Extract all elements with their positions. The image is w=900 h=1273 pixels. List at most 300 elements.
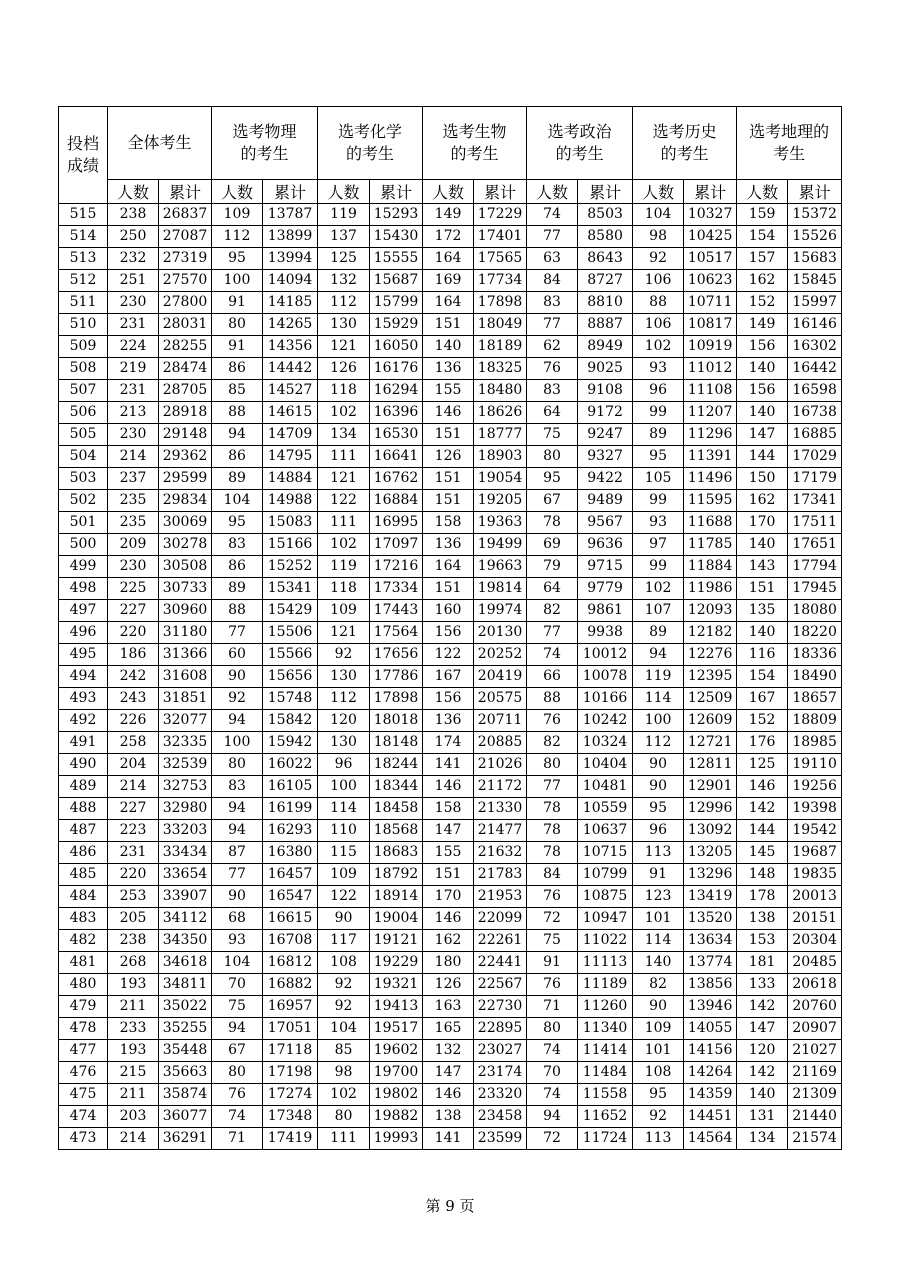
cumulative-cell: 13856 bbox=[684, 974, 737, 996]
cumulative-cell: 32077 bbox=[159, 710, 212, 732]
count-cell: 106 bbox=[633, 270, 684, 292]
count-cell: 154 bbox=[737, 666, 788, 688]
cumulative-cell: 19993 bbox=[370, 1128, 423, 1150]
cumulative-cell: 31608 bbox=[159, 666, 212, 688]
cumulative-cell: 30960 bbox=[159, 600, 212, 622]
cumulative-cell: 19363 bbox=[474, 512, 527, 534]
score-cell: 491 bbox=[59, 732, 108, 754]
cumulative-cell: 14185 bbox=[263, 292, 318, 314]
score-cell: 482 bbox=[59, 930, 108, 952]
table-row bbox=[59, 248, 842, 270]
cumulative-cell: 13946 bbox=[684, 996, 737, 1018]
cumulative-cell: 14564 bbox=[684, 1128, 737, 1150]
table-row bbox=[59, 380, 842, 402]
table-row bbox=[59, 1040, 842, 1062]
count-cell: 148 bbox=[737, 864, 788, 886]
cumulative-cell: 12509 bbox=[684, 688, 737, 710]
count-cell: 88 bbox=[212, 402, 263, 424]
cumulative-cell: 11595 bbox=[684, 490, 737, 512]
count-cell: 100 bbox=[633, 710, 684, 732]
cumulative-cell: 9025 bbox=[578, 358, 633, 380]
cumulative-cell: 16641 bbox=[370, 446, 423, 468]
count-cell: 130 bbox=[318, 666, 370, 688]
cumulative-cell: 8643 bbox=[578, 248, 633, 270]
cumulative-cell: 27087 bbox=[159, 226, 212, 248]
cumulative-cell: 13994 bbox=[263, 248, 318, 270]
table-row bbox=[59, 798, 842, 820]
score-cell: 494 bbox=[59, 666, 108, 688]
count-cell: 156 bbox=[423, 688, 474, 710]
cumulative-header: 累计 bbox=[263, 180, 318, 204]
count-cell: 104 bbox=[212, 952, 263, 974]
count-cell: 76 bbox=[527, 358, 578, 380]
count-cell: 90 bbox=[318, 908, 370, 930]
count-cell: 64 bbox=[527, 578, 578, 600]
cumulative-cell: 8503 bbox=[578, 204, 633, 226]
count-cell: 150 bbox=[737, 468, 788, 490]
cumulative-cell: 17564 bbox=[370, 622, 423, 644]
count-cell: 156 bbox=[737, 336, 788, 358]
cumulative-cell: 13520 bbox=[684, 908, 737, 930]
cumulative-cell: 35255 bbox=[159, 1018, 212, 1040]
cumulative-cell: 17097 bbox=[370, 534, 423, 556]
count-cell: 101 bbox=[633, 908, 684, 930]
count-cell: 162 bbox=[737, 490, 788, 512]
table-row bbox=[59, 556, 842, 578]
count-cell: 119 bbox=[318, 204, 370, 226]
cumulative-cell: 21172 bbox=[474, 776, 527, 798]
table-row bbox=[59, 336, 842, 358]
cumulative-cell: 15656 bbox=[263, 666, 318, 688]
count-cell: 84 bbox=[527, 864, 578, 886]
count-cell: 152 bbox=[737, 710, 788, 732]
count-cell: 180 bbox=[423, 952, 474, 974]
table-row bbox=[59, 710, 842, 732]
cumulative-cell: 11260 bbox=[578, 996, 633, 1018]
count-cell: 90 bbox=[633, 776, 684, 798]
table-row bbox=[59, 820, 842, 842]
count-cell: 67 bbox=[212, 1040, 263, 1062]
cumulative-cell: 15942 bbox=[263, 732, 318, 754]
count-cell: 108 bbox=[633, 1062, 684, 1084]
cumulative-cell: 22441 bbox=[474, 952, 527, 974]
count-cell: 70 bbox=[212, 974, 263, 996]
count-cell: 146 bbox=[423, 1084, 474, 1106]
cumulative-cell: 15555 bbox=[370, 248, 423, 270]
cumulative-cell: 14884 bbox=[263, 468, 318, 490]
cumulative-cell: 19974 bbox=[474, 600, 527, 622]
count-cell: 102 bbox=[633, 578, 684, 600]
cumulative-cell: 12395 bbox=[684, 666, 737, 688]
cumulative-cell: 8580 bbox=[578, 226, 633, 248]
count-cell: 107 bbox=[633, 600, 684, 622]
cumulative-cell: 19321 bbox=[370, 974, 423, 996]
count-cell: 153 bbox=[737, 930, 788, 952]
count-cell: 147 bbox=[423, 820, 474, 842]
count-cell: 130 bbox=[318, 314, 370, 336]
cumulative-cell: 16547 bbox=[263, 886, 318, 908]
cumulative-cell: 21027 bbox=[788, 1040, 842, 1062]
count-cell: 83 bbox=[527, 292, 578, 314]
count-cell: 146 bbox=[423, 908, 474, 930]
count-header: 人数 bbox=[108, 180, 159, 204]
cumulative-cell: 13205 bbox=[684, 842, 737, 864]
count-header: 人数 bbox=[212, 180, 263, 204]
count-cell: 141 bbox=[423, 1128, 474, 1150]
cumulative-cell: 18683 bbox=[370, 842, 423, 864]
cumulative-cell: 16884 bbox=[370, 490, 423, 512]
score-cell: 480 bbox=[59, 974, 108, 996]
count-cell: 172 bbox=[423, 226, 474, 248]
cumulative-cell: 22895 bbox=[474, 1018, 527, 1040]
count-cell: 136 bbox=[423, 710, 474, 732]
score-cell: 508 bbox=[59, 358, 108, 380]
count-cell: 152 bbox=[737, 292, 788, 314]
cumulative-cell: 9108 bbox=[578, 380, 633, 402]
cumulative-cell: 30508 bbox=[159, 556, 212, 578]
count-cell: 78 bbox=[527, 798, 578, 820]
table-row bbox=[59, 842, 842, 864]
count-cell: 151 bbox=[423, 490, 474, 512]
count-cell: 146 bbox=[423, 402, 474, 424]
score-cell: 489 bbox=[59, 776, 108, 798]
score-cell: 515 bbox=[59, 204, 108, 226]
table-row bbox=[59, 974, 842, 996]
count-cell: 226 bbox=[108, 710, 159, 732]
header-group-row bbox=[59, 107, 842, 180]
count-cell: 159 bbox=[737, 204, 788, 226]
cumulative-cell: 10517 bbox=[684, 248, 737, 270]
table-row bbox=[59, 952, 842, 974]
cumulative-cell: 13419 bbox=[684, 886, 737, 908]
cumulative-cell: 15372 bbox=[788, 204, 842, 226]
score-cell: 499 bbox=[59, 556, 108, 578]
cumulative-cell: 19413 bbox=[370, 996, 423, 1018]
count-cell: 149 bbox=[423, 204, 474, 226]
count-cell: 142 bbox=[737, 996, 788, 1018]
score-cell: 506 bbox=[59, 402, 108, 424]
count-cell: 96 bbox=[633, 820, 684, 842]
count-cell: 214 bbox=[108, 776, 159, 798]
count-cell: 121 bbox=[318, 468, 370, 490]
count-cell: 220 bbox=[108, 864, 159, 886]
table-row bbox=[59, 864, 842, 886]
cumulative-cell: 28255 bbox=[159, 336, 212, 358]
score-cell: 512 bbox=[59, 270, 108, 292]
cumulative-cell: 9636 bbox=[578, 534, 633, 556]
count-cell: 120 bbox=[737, 1040, 788, 1062]
cumulative-cell: 29599 bbox=[159, 468, 212, 490]
count-cell: 72 bbox=[527, 1128, 578, 1150]
cumulative-cell: 15430 bbox=[370, 226, 423, 248]
count-cell: 112 bbox=[318, 292, 370, 314]
count-cell: 91 bbox=[527, 952, 578, 974]
header-sub-row bbox=[59, 180, 842, 204]
cumulative-cell: 28031 bbox=[159, 314, 212, 336]
count-cell: 140 bbox=[737, 1084, 788, 1106]
cumulative-cell: 13899 bbox=[263, 226, 318, 248]
count-cell: 83 bbox=[212, 776, 263, 798]
score-cell: 486 bbox=[59, 842, 108, 864]
count-cell: 76 bbox=[212, 1084, 263, 1106]
cumulative-cell: 21953 bbox=[474, 886, 527, 908]
cumulative-cell: 21026 bbox=[474, 754, 527, 776]
count-cell: 78 bbox=[527, 842, 578, 864]
cumulative-cell: 16380 bbox=[263, 842, 318, 864]
count-cell: 98 bbox=[633, 226, 684, 248]
count-cell: 72 bbox=[527, 908, 578, 930]
cumulative-cell: 13787 bbox=[263, 204, 318, 226]
cumulative-cell: 16882 bbox=[263, 974, 318, 996]
count-cell: 130 bbox=[318, 732, 370, 754]
count-cell: 109 bbox=[318, 864, 370, 886]
table-row bbox=[59, 226, 842, 248]
cumulative-cell: 12276 bbox=[684, 644, 737, 666]
cumulative-cell: 11484 bbox=[578, 1062, 633, 1084]
count-cell: 112 bbox=[633, 732, 684, 754]
score-cell: 511 bbox=[59, 292, 108, 314]
cumulative-cell: 16812 bbox=[263, 952, 318, 974]
cumulative-cell: 11391 bbox=[684, 446, 737, 468]
score-cell: 493 bbox=[59, 688, 108, 710]
table-row bbox=[59, 534, 842, 556]
cumulative-cell: 21783 bbox=[474, 864, 527, 886]
cumulative-cell: 19121 bbox=[370, 930, 423, 952]
cumulative-cell: 14359 bbox=[684, 1084, 737, 1106]
count-cell: 115 bbox=[318, 842, 370, 864]
cumulative-cell: 11652 bbox=[578, 1106, 633, 1128]
count-cell: 119 bbox=[318, 556, 370, 578]
count-cell: 250 bbox=[108, 226, 159, 248]
table-row bbox=[59, 204, 842, 226]
count-cell: 233 bbox=[108, 1018, 159, 1040]
count-cell: 77 bbox=[527, 776, 578, 798]
score-cell: 500 bbox=[59, 534, 108, 556]
count-cell: 91 bbox=[212, 336, 263, 358]
cumulative-cell: 19110 bbox=[788, 754, 842, 776]
cumulative-cell: 9247 bbox=[578, 424, 633, 446]
cumulative-cell: 10327 bbox=[684, 204, 737, 226]
score-cell: 475 bbox=[59, 1084, 108, 1106]
cumulative-cell: 19835 bbox=[788, 864, 842, 886]
count-cell: 94 bbox=[212, 820, 263, 842]
cumulative-cell: 18244 bbox=[370, 754, 423, 776]
count-cell: 74 bbox=[527, 1040, 578, 1062]
count-cell: 126 bbox=[423, 446, 474, 468]
table-row bbox=[59, 930, 842, 952]
cumulative-cell: 18490 bbox=[788, 666, 842, 688]
score-cell: 509 bbox=[59, 336, 108, 358]
count-cell: 64 bbox=[527, 402, 578, 424]
cumulative-cell: 16442 bbox=[788, 358, 842, 380]
cumulative-cell: 15683 bbox=[788, 248, 842, 270]
count-cell: 231 bbox=[108, 842, 159, 864]
score-header-label: 投档 成绩 bbox=[66, 134, 99, 175]
cumulative-cell: 8949 bbox=[578, 336, 633, 358]
cumulative-cell: 31851 bbox=[159, 688, 212, 710]
count-cell: 94 bbox=[212, 710, 263, 732]
cumulative-cell: 33907 bbox=[159, 886, 212, 908]
count-cell: 122 bbox=[318, 490, 370, 512]
count-cell: 70 bbox=[527, 1062, 578, 1084]
count-cell: 85 bbox=[318, 1040, 370, 1062]
cumulative-cell: 15566 bbox=[263, 644, 318, 666]
cumulative-cell: 19802 bbox=[370, 1084, 423, 1106]
count-cell: 100 bbox=[212, 732, 263, 754]
count-cell: 100 bbox=[318, 776, 370, 798]
count-cell: 122 bbox=[318, 886, 370, 908]
count-cell: 60 bbox=[212, 644, 263, 666]
cumulative-cell: 17348 bbox=[263, 1106, 318, 1128]
cumulative-cell: 31180 bbox=[159, 622, 212, 644]
count-cell: 167 bbox=[737, 688, 788, 710]
cumulative-cell: 14264 bbox=[684, 1062, 737, 1084]
count-cell: 170 bbox=[737, 512, 788, 534]
count-cell: 102 bbox=[318, 402, 370, 424]
count-cell: 132 bbox=[423, 1040, 474, 1062]
table-row bbox=[59, 292, 842, 314]
count-cell: 151 bbox=[423, 314, 474, 336]
count-cell: 235 bbox=[108, 512, 159, 534]
cumulative-cell: 10481 bbox=[578, 776, 633, 798]
count-cell: 101 bbox=[633, 1040, 684, 1062]
cumulative-cell: 19882 bbox=[370, 1106, 423, 1128]
cumulative-cell: 32980 bbox=[159, 798, 212, 820]
table-row bbox=[59, 666, 842, 688]
count-cell: 92 bbox=[633, 248, 684, 270]
cumulative-header: 累计 bbox=[370, 180, 423, 204]
count-cell: 88 bbox=[212, 600, 263, 622]
cumulative-cell: 19229 bbox=[370, 952, 423, 974]
count-cell: 89 bbox=[212, 468, 263, 490]
count-cell: 80 bbox=[212, 1062, 263, 1084]
count-header: 人数 bbox=[737, 180, 788, 204]
table-row bbox=[59, 1062, 842, 1084]
count-cell: 77 bbox=[527, 226, 578, 248]
table-row bbox=[59, 446, 842, 468]
cumulative-cell: 19814 bbox=[474, 578, 527, 600]
cumulative-cell: 35448 bbox=[159, 1040, 212, 1062]
count-cell: 155 bbox=[423, 842, 474, 864]
cumulative-cell: 19004 bbox=[370, 908, 423, 930]
count-cell: 160 bbox=[423, 600, 474, 622]
count-cell: 109 bbox=[212, 204, 263, 226]
cumulative-cell: 10623 bbox=[684, 270, 737, 292]
count-cell: 149 bbox=[737, 314, 788, 336]
count-cell: 94 bbox=[212, 1018, 263, 1040]
cumulative-cell: 18336 bbox=[788, 644, 842, 666]
cumulative-cell: 13774 bbox=[684, 952, 737, 974]
cumulative-cell: 20130 bbox=[474, 622, 527, 644]
score-cell: 484 bbox=[59, 886, 108, 908]
count-cell: 243 bbox=[108, 688, 159, 710]
cumulative-cell: 16176 bbox=[370, 358, 423, 380]
cumulative-cell: 23174 bbox=[474, 1062, 527, 1084]
cumulative-cell: 10875 bbox=[578, 886, 633, 908]
count-cell: 146 bbox=[423, 776, 474, 798]
cumulative-cell: 17419 bbox=[263, 1128, 318, 1150]
cumulative-cell: 11724 bbox=[578, 1128, 633, 1150]
cumulative-cell: 18220 bbox=[788, 622, 842, 644]
count-cell: 213 bbox=[108, 402, 159, 424]
count-cell: 74 bbox=[527, 644, 578, 666]
cumulative-cell: 15929 bbox=[370, 314, 423, 336]
count-cell: 186 bbox=[108, 644, 159, 666]
score-cell: 505 bbox=[59, 424, 108, 446]
score-cell: 498 bbox=[59, 578, 108, 600]
count-cell: 140 bbox=[737, 358, 788, 380]
cumulative-cell: 17565 bbox=[474, 248, 527, 270]
count-cell: 80 bbox=[212, 754, 263, 776]
count-cell: 62 bbox=[527, 336, 578, 358]
cumulative-cell: 20907 bbox=[788, 1018, 842, 1040]
cumulative-cell: 20885 bbox=[474, 732, 527, 754]
count-cell: 93 bbox=[633, 358, 684, 380]
cumulative-cell: 16302 bbox=[788, 336, 842, 358]
cumulative-cell: 14442 bbox=[263, 358, 318, 380]
cumulative-cell: 16957 bbox=[263, 996, 318, 1018]
cumulative-cell: 12721 bbox=[684, 732, 737, 754]
count-cell: 123 bbox=[633, 886, 684, 908]
count-cell: 110 bbox=[318, 820, 370, 842]
cumulative-cell: 34811 bbox=[159, 974, 212, 996]
count-cell: 94 bbox=[527, 1106, 578, 1128]
count-cell: 82 bbox=[633, 974, 684, 996]
cumulative-cell: 18809 bbox=[788, 710, 842, 732]
cumulative-cell: 14451 bbox=[684, 1106, 737, 1128]
count-cell: 118 bbox=[318, 578, 370, 600]
count-cell: 105 bbox=[633, 468, 684, 490]
count-cell: 230 bbox=[108, 424, 159, 446]
cumulative-cell: 11113 bbox=[578, 952, 633, 974]
count-cell: 157 bbox=[737, 248, 788, 270]
count-cell: 140 bbox=[423, 336, 474, 358]
cumulative-cell: 20419 bbox=[474, 666, 527, 688]
cumulative-cell: 11207 bbox=[684, 402, 737, 424]
count-cell: 140 bbox=[737, 622, 788, 644]
cumulative-cell: 16294 bbox=[370, 380, 423, 402]
count-cell: 80 bbox=[527, 1018, 578, 1040]
table-row bbox=[59, 622, 842, 644]
count-cell: 77 bbox=[212, 864, 263, 886]
cumulative-cell: 35874 bbox=[159, 1084, 212, 1106]
cumulative-cell: 11022 bbox=[578, 930, 633, 952]
count-cell: 158 bbox=[423, 512, 474, 534]
count-cell: 214 bbox=[108, 1128, 159, 1150]
score-cell: 504 bbox=[59, 446, 108, 468]
score-cell: 473 bbox=[59, 1128, 108, 1150]
cumulative-cell: 8727 bbox=[578, 270, 633, 292]
group-header-biology bbox=[423, 107, 527, 180]
count-cell: 144 bbox=[737, 820, 788, 842]
count-cell: 140 bbox=[737, 402, 788, 424]
count-cell: 113 bbox=[633, 1128, 684, 1150]
cumulative-cell: 17651 bbox=[788, 534, 842, 556]
cumulative-cell: 11496 bbox=[684, 468, 737, 490]
cumulative-cell: 20760 bbox=[788, 996, 842, 1018]
count-cell: 224 bbox=[108, 336, 159, 358]
cumulative-cell: 19256 bbox=[788, 776, 842, 798]
table-row bbox=[59, 644, 842, 666]
count-cell: 109 bbox=[318, 600, 370, 622]
score-cell: 492 bbox=[59, 710, 108, 732]
count-cell: 75 bbox=[212, 996, 263, 1018]
count-cell: 90 bbox=[633, 754, 684, 776]
count-cell: 90 bbox=[212, 666, 263, 688]
count-cell: 147 bbox=[737, 424, 788, 446]
cumulative-cell: 19700 bbox=[370, 1062, 423, 1084]
count-cell: 121 bbox=[318, 622, 370, 644]
